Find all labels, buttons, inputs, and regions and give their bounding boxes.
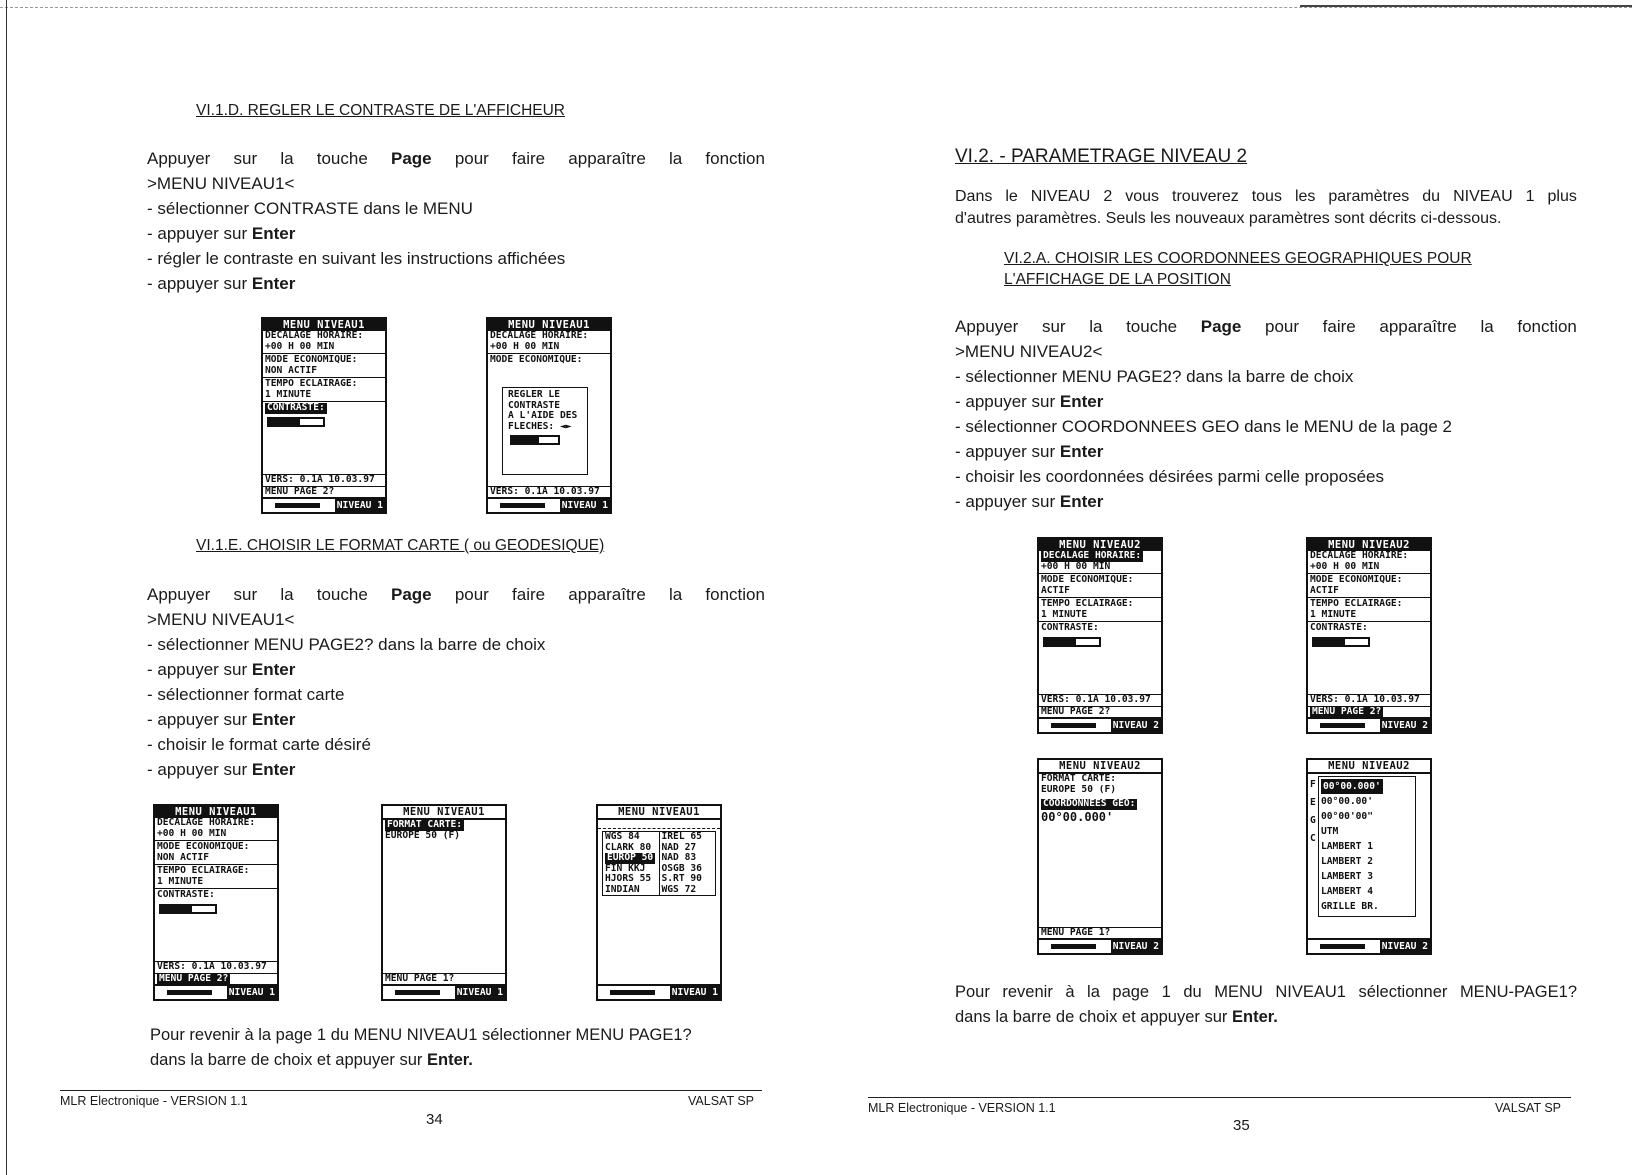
datum-option-selected[interactable]: EUROP 50 xyxy=(607,852,654,863)
device-screen-contrast-popup: MENU NIVEAU1 DECALAGE HORAIRE: +00 H 00 MIN MODE ECONOMIQUE: VERS: 0.1A 10.03.97 NIVEAU 1 REGLER LE CONTRASTE A L'AIDE DES FLECHES: ◄► xyxy=(486,317,612,514)
contrast-bar xyxy=(159,904,217,914)
return-instructions-right: Pour revenir à la page 1 du MENU NIVEAU1 sélectionner MENU-PAGE1? dans la barre de choix et appuyer sur Enter. xyxy=(955,983,1577,1026)
device-screen-menu-page2: MENU NIVEAU1 DECALAGE HORAIRE: +00 H 00 MIN MODE ECONOMIQUE: NON ACTIF TEMPO ECLAIRAGE: 1 MINUTE CONTRASTE: VERS: 0.1A 10.03.97 MENU PAGE 2? NIVEAU 1 xyxy=(153,804,279,1001)
coord-option-selected[interactable]: 00°00.000' xyxy=(1323,781,1381,792)
coord-option[interactable]: 00°00'00" xyxy=(1321,811,1373,822)
section-heading-coordonnees: VI.2.A. CHOISIR LES COORDONNEES GEOGRAPHIQUES POUR L'AFFICHAGE DE LA POSITION xyxy=(1004,250,1472,288)
coord-option[interactable]: LAMBERT 4 xyxy=(1321,886,1373,897)
device-screen-coordinate-options: MENU NIVEAU2 F E G C 00°00.000' 00°00.00' 00°00'00" UTM LAMBERT 1 LAMBERT 2 LAMBERT 3 LAMBERT 4 GRILLE BR. NIVEAU 2 xyxy=(1306,758,1432,955)
contrast-bar xyxy=(1043,637,1101,647)
coord-option[interactable]: 00°00.00' xyxy=(1321,796,1373,807)
datum-option[interactable]: IREL 65 xyxy=(659,832,716,843)
coord-option[interactable]: GRILLE BR. xyxy=(1321,901,1379,912)
footer-right-text: VALSAT SP xyxy=(688,1094,755,1108)
footer-rule-left xyxy=(60,1090,762,1091)
datum-option[interactable]: WGS 84 xyxy=(605,831,640,842)
popup-contrast-bar xyxy=(510,435,560,445)
contrast-bar xyxy=(267,417,325,427)
datum-option[interactable]: S.RT 90 xyxy=(659,874,716,885)
device-screen-coordonnees-geo: MENU NIVEAU2 FORMAT CARTE: EUROPE 50 (F) COORDONNEES GEO: 00°00.000' MENU PAGE 1? NIVEAU 2 xyxy=(1037,758,1163,955)
footer-left-text: MLR Electronique - VERSION 1.1 xyxy=(868,1101,1056,1115)
footer-right-text: VALSAT SP xyxy=(1495,1101,1562,1115)
datum-option[interactable]: FIN KKJ xyxy=(605,862,646,874)
coord-option[interactable]: LAMBERT 3 xyxy=(1321,871,1373,882)
datum-option[interactable]: INDIAN xyxy=(605,883,640,895)
intro-line: Appuyer sur la touche Page pour faire apparaître la fonction xyxy=(147,149,765,168)
contrast-bar xyxy=(1312,637,1370,647)
section-format-carte-body: Appuyer sur la touche Page pour faire apparaître la fonction >MENU NIVEAU1< - sélectionner MENU PAGE2? dans la barre de choix - appuyer sur Enter - sélectionner format carte - appuyer sur Enter - choisir le format carte désiré - appuyer sur Enter xyxy=(147,582,765,782)
scan-edge-left xyxy=(6,0,7,1175)
page-number: 35 xyxy=(1233,1117,1250,1134)
footer-rule-right xyxy=(868,1097,1571,1098)
datum-option[interactable]: OSGB 36 xyxy=(659,864,716,875)
device-screen-format-carte: MENU NIVEAU1 FORMAT CARTE: EUROPE 50 (F) MENU PAGE 1? NIVEAU 1 xyxy=(381,804,507,1001)
page-number: 34 xyxy=(426,1111,443,1128)
section-heading-niveau2: VI.2. - PARAMETRAGE NIVEAU 2 xyxy=(955,146,1248,167)
section-heading-format-carte: VI.1.E. CHOISIR LE FORMAT CARTE ( ou GEODESIQUE) xyxy=(196,537,605,554)
device-screen-datum-list: MENU NIVEAU1 WGS 84 IREL 65 CLARK 80 NAD 27 EUROP 50 NAD 83 FIN KKJ OSGB 36 HJORS 55 S.RT 90 INDIAN WGS 72 NIVEAU 1 xyxy=(596,804,722,1001)
intro-line: Appuyer sur la touche Page pour faire apparaître la fonction xyxy=(955,317,1577,336)
datum-option[interactable]: HJORS 55 xyxy=(605,873,652,884)
section-contrast-body: Appuyer sur la touche Page pour faire apparaître la fonction >MENU NIVEAU1< - sélectionner CONTRASTE dans le MENU - appuyer sur Enter - régler le contraste en suivant les instructions affichées - appuyer sur Enter xyxy=(147,146,765,296)
section-heading-contrast: VI.1.D. REGLER LE CONTRASTE DE L'AFFICHEUR xyxy=(196,102,566,119)
intro-line: Appuyer sur la touche Page pour faire apparaître la fonction xyxy=(147,585,765,604)
device-screen-niveau2-menu-page2: MENU NIVEAU2 DECALAGE HORAIRE: +00 H 00 MIN MODE ECONOMIQUE: ACTIF TEMPO ECLAIRAGE: 1 MINUTE CONTRASTE: VERS: 0.1A 10.03.97 MENU PAGE 2? NIVEAU 2 xyxy=(1306,537,1432,734)
datum-option[interactable]: NAD 27 xyxy=(659,843,716,854)
return-instructions-left: Pour revenir à la page 1 du MENU NIVEAU1 sélectionner MENU PAGE1? dans la barre de choix et appuyer sur Enter. xyxy=(150,1026,692,1069)
scan-edge-top xyxy=(0,7,1632,8)
coord-option[interactable]: UTM xyxy=(1321,826,1339,837)
footer-left-text: MLR Electronique - VERSION 1.1 xyxy=(60,1094,248,1108)
device-screen-niveau2-page1: MENU NIVEAU2 DECALAGE HORAIRE: +00 H 00 MIN MODE ECONOMIQUE: ACTIF TEMPO ECLAIRAGE: 1 MINUTE CONTRASTE: VERS: 0.1A 10.03.97 MENU PAGE 2? NIVEAU 2 xyxy=(1037,537,1163,734)
datum-option[interactable]: NAD 83 xyxy=(659,853,716,864)
section-coordonnees-body: Appuyer sur la touche Page pour faire apparaître la fonction >MENU NIVEAU2< - sélectionner MENU PAGE2? dans la barre de choix - appuyer sur Enter - sélectionner COORDONNEES GEO dans le MENU de la page 2 - appuyer sur Enter - choisir les coordonnées désirées parmi celle proposées - appuyer sur Enter xyxy=(955,314,1577,514)
coord-option[interactable]: LAMBERT 2 xyxy=(1321,856,1373,867)
datum-option[interactable]: WGS 72 xyxy=(659,885,716,896)
contrast-popup: REGLER LE CONTRASTE A L'AIDE DES FLECHES: ◄► xyxy=(502,387,588,475)
side-letters: F E G C xyxy=(1310,779,1316,844)
device-screen-contrast-menu: MENU NIVEAU1 DECALAGE HORAIRE: +00 H 00 MIN MODE ECONOMIQUE: NON ACTIF TEMPO ECLAIRAGE: 1 MINUTE CONTRASTE: VERS: 0.1A 10.03.97 MENU PAGE 2? NIVEAU 1 xyxy=(261,317,387,514)
datum-list xyxy=(602,831,716,896)
coord-option[interactable]: LAMBERT 1 xyxy=(1321,841,1373,852)
datum-option[interactable]: CLARK 80 xyxy=(605,841,652,853)
coordinate-options-list xyxy=(1318,776,1416,917)
section-niveau2-body: Dans le NIVEAU 2 vous trouverez tous les paramètres du NIVEAU 1 plus d'autres paramètres. Seuls les nouveaux paramètres sont décrits ci-dessous. xyxy=(955,188,1577,227)
scan-edge-top-right xyxy=(1300,5,1632,7)
